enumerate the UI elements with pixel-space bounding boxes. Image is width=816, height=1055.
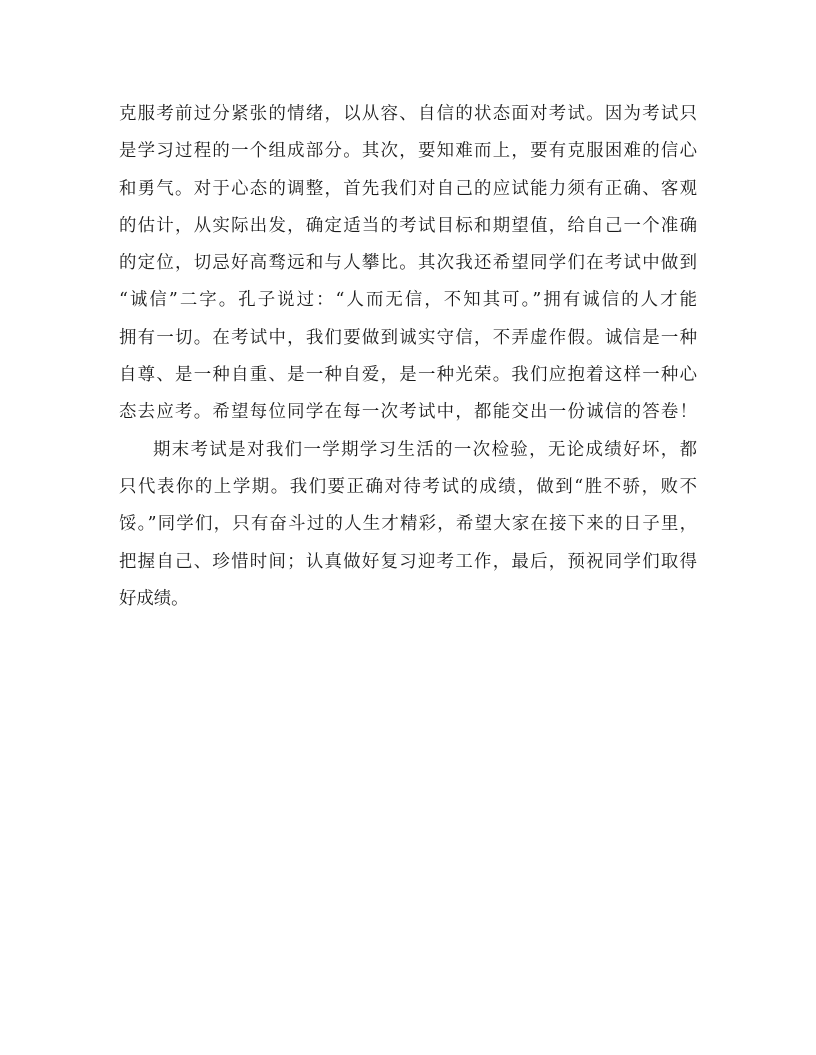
paragraph-line: 和勇气。对于心态的调整，首先我们对自己的应试能力须有正确、客观 — [119, 178, 697, 199]
paragraph-line: 期末考试是对我们一学期学习生活的一次检验，无论成绩好坏，都 — [153, 439, 697, 460]
paragraph-line: 自尊、是一种自重、是一种自爱，是一种光荣。我们应抱着这样一种心 — [119, 365, 697, 386]
paragraph-line: 只代表你的上学期。我们要正确对待考试的成绩，做到“胜不骄，败不 — [119, 476, 697, 497]
paragraph-line: 的估计，从实际出发，确定适当的考试目标和期望值，给自己一个准确 — [119, 215, 697, 236]
paragraph-line: 是学习过程的一个组成部分。其次，要知难而上，要有克服困难的信心 — [119, 141, 697, 162]
paragraph-line: 克服考前过分紧张的情绪，以从容、自信的状态面对考试。因为考试只 — [119, 104, 697, 124]
paragraph-2 — [119, 432, 697, 618]
paragraph-line: 把握自己、珍惜时间；认真做好复习迎考工作，最后，预祝同学们取得 — [119, 551, 697, 572]
paragraph-line: 态去应考。希望每位同学在每一次考试中，都能交出一份诚信的答卷！ — [119, 402, 697, 423]
paragraph-1 — [119, 96, 697, 432]
paragraph-line: 拥有一切。在考试中，我们要做到诚实守信，不弄虚作假。诚信是一种 — [119, 327, 697, 348]
paragraph-line: 的定位，切忌好高骛远和与人攀比。其次我还希望同学们在考试中做到 — [119, 253, 697, 274]
paragraph-line: “诚信”二字。孔子说过：“人而无信，不知其可。”拥有诚信的人才能 — [119, 290, 697, 311]
paragraph-line: 好成绩。 — [119, 588, 189, 609]
document-body — [119, 96, 697, 618]
paragraph-line: 馁。”同学们，只有奋斗过的人生才精彩，希望大家在接下来的日子里， — [119, 514, 697, 535]
